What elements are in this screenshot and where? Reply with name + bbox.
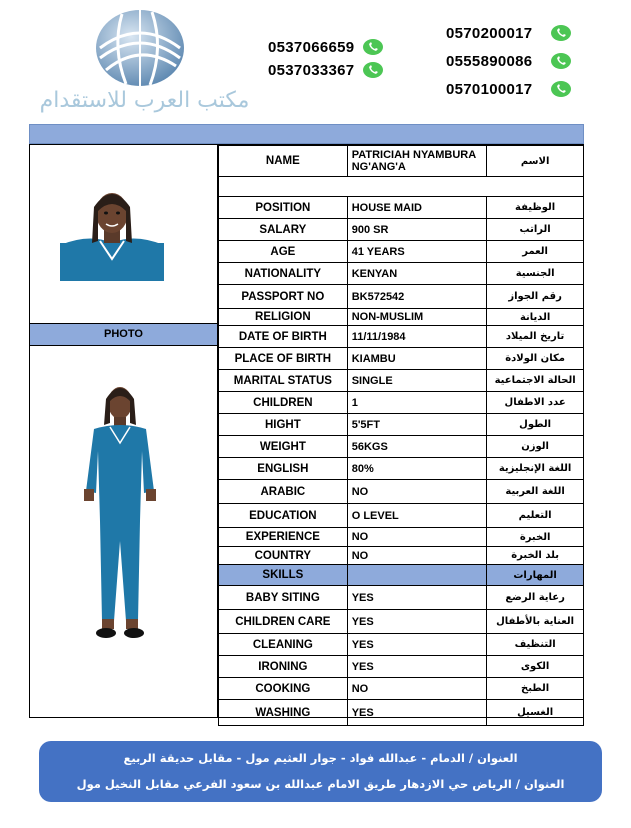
whatsapp-icon bbox=[362, 38, 384, 56]
field-value: NO bbox=[347, 480, 487, 504]
field-label: CHILDREN CARE bbox=[219, 610, 348, 634]
whatsapp-icon bbox=[362, 61, 384, 79]
table-row bbox=[219, 504, 584, 528]
field-label-arabic: الحالة الاجتماعية bbox=[487, 370, 584, 392]
field-value: NO bbox=[347, 678, 487, 700]
field-value: YES bbox=[347, 586, 487, 610]
table-row bbox=[219, 700, 584, 726]
field-label: SKILLS bbox=[219, 565, 348, 586]
field-label: COUNTRY bbox=[219, 547, 348, 565]
field-label-arabic: اللغة الإنجليزية bbox=[487, 458, 584, 480]
phone-number: 0570100017 bbox=[446, 80, 533, 98]
table-row bbox=[219, 146, 584, 177]
table-row bbox=[219, 219, 584, 241]
field-label: POSITION bbox=[219, 197, 348, 219]
field-label-arabic: تاريخ الميلاد bbox=[487, 326, 584, 348]
table-row bbox=[219, 634, 584, 656]
field-label: EXPERIENCE bbox=[219, 528, 348, 547]
table-row bbox=[219, 309, 584, 326]
field-label: PLACE OF BIRTH bbox=[219, 348, 348, 370]
field-value: YES bbox=[347, 634, 487, 656]
header-bar bbox=[29, 124, 584, 144]
address-line-dammam: العنوان / الدمام - عبدالله فواد - جوار العثيم مول - مقابل حديقة الربيع bbox=[123, 751, 518, 765]
field-value: 41 YEARS bbox=[347, 241, 487, 263]
field-label-arabic: الجنسية bbox=[487, 263, 584, 285]
table-row bbox=[219, 586, 584, 610]
field-value: HOUSE MAID bbox=[347, 197, 487, 219]
field-label-arabic: العناية بالأطفال bbox=[487, 610, 584, 634]
field-label: RELIGION bbox=[219, 309, 348, 326]
full-body-photo bbox=[70, 381, 170, 651]
phone-number: 0570200017 bbox=[446, 24, 533, 42]
field-value: O LEVEL bbox=[347, 504, 487, 528]
field-value: PATRICIAH NYAMBURA NG'ANG'A bbox=[347, 146, 487, 177]
table-row bbox=[219, 547, 584, 565]
table-row bbox=[219, 370, 584, 392]
field-value bbox=[347, 565, 487, 586]
address-footer bbox=[39, 741, 602, 802]
field-label-arabic: بلد الخبرة bbox=[487, 547, 584, 565]
agency-logo bbox=[22, 6, 267, 118]
whatsapp-icon bbox=[550, 24, 572, 42]
phone-list-right bbox=[446, 22, 572, 106]
field-label: EDUCATION bbox=[219, 504, 348, 528]
field-label: WASHING bbox=[219, 700, 348, 726]
field-label-arabic: اللغة العربية bbox=[487, 480, 584, 504]
field-label-arabic: الغسيل bbox=[487, 700, 584, 726]
empty-row bbox=[219, 177, 584, 197]
field-value: YES bbox=[347, 610, 487, 634]
field-value: YES bbox=[347, 656, 487, 678]
field-label-arabic: مكان الولادة bbox=[487, 348, 584, 370]
phone-entry[interactable] bbox=[446, 78, 572, 100]
field-label: DATE OF BIRTH bbox=[219, 326, 348, 348]
field-label: NAME bbox=[219, 146, 348, 177]
field-label-arabic: المهارات bbox=[487, 565, 584, 586]
field-label-arabic: الكوى bbox=[487, 656, 584, 678]
field-label-arabic: الديانة bbox=[487, 309, 584, 326]
whatsapp-icon bbox=[550, 80, 572, 98]
photo-column bbox=[30, 145, 218, 717]
field-label-arabic: التنظيف bbox=[487, 634, 584, 656]
phone-entry[interactable] bbox=[446, 22, 572, 44]
globe-icon bbox=[92, 8, 188, 88]
table-row bbox=[219, 326, 584, 348]
cv-table bbox=[218, 145, 584, 726]
field-label-arabic: الطول bbox=[487, 414, 584, 436]
field-label-arabic: الخبرة bbox=[487, 528, 584, 547]
field-label-arabic: الاسم bbox=[487, 146, 584, 177]
phone-entry[interactable] bbox=[268, 36, 384, 58]
field-label: ARABIC bbox=[219, 480, 348, 504]
table-row bbox=[219, 414, 584, 436]
field-label: AGE bbox=[219, 241, 348, 263]
field-value: SINGLE bbox=[347, 370, 487, 392]
field-label: HIGHT bbox=[219, 414, 348, 436]
field-value: 1 bbox=[347, 392, 487, 414]
table-row bbox=[219, 678, 584, 700]
table-row bbox=[219, 241, 584, 263]
field-value: NON-MUSLIM bbox=[347, 309, 487, 326]
field-label: NATIONALITY bbox=[219, 263, 348, 285]
field-label: SALARY bbox=[219, 219, 348, 241]
field-label-arabic: رقم الجواز bbox=[487, 285, 584, 309]
field-label: COOKING bbox=[219, 678, 348, 700]
table-row bbox=[219, 480, 584, 504]
table-row bbox=[219, 197, 584, 219]
field-label: CHILDREN bbox=[219, 392, 348, 414]
field-value: 5'5FT bbox=[347, 414, 487, 436]
logo-text: مكتب العرب للاستقدام bbox=[39, 88, 250, 113]
table-row bbox=[219, 263, 584, 285]
phone-number: 0537033367 bbox=[268, 61, 355, 79]
field-value: 11/11/1984 bbox=[347, 326, 487, 348]
table-row bbox=[219, 285, 584, 309]
field-value: YES bbox=[347, 700, 487, 726]
field-label-arabic: الطبخ bbox=[487, 678, 584, 700]
field-label: MARITAL STATUS bbox=[219, 370, 348, 392]
field-label-arabic: عدد الاطفال bbox=[487, 392, 584, 414]
field-value: 900 SR bbox=[347, 219, 487, 241]
field-value: KIAMBU bbox=[347, 348, 487, 370]
phone-number: 0555890086 bbox=[446, 52, 533, 70]
phone-entry[interactable] bbox=[446, 50, 572, 72]
field-value: NO bbox=[347, 547, 487, 565]
table-row bbox=[219, 458, 584, 480]
table-row bbox=[219, 177, 584, 197]
table-row bbox=[219, 656, 584, 678]
table-row bbox=[219, 610, 584, 634]
table-row bbox=[219, 392, 584, 414]
field-label-arabic: الراتب bbox=[487, 219, 584, 241]
field-label: CLEANING bbox=[219, 634, 348, 656]
photo-label: PHOTO bbox=[30, 323, 217, 346]
phone-entry[interactable] bbox=[268, 59, 384, 81]
field-label-arabic: التعليم bbox=[487, 504, 584, 528]
field-value: 80% bbox=[347, 458, 487, 480]
portrait-photo bbox=[60, 183, 164, 283]
phone-list-center bbox=[268, 36, 384, 82]
phone-number: 0537066659 bbox=[268, 38, 355, 56]
field-label: PASSPORT NO bbox=[219, 285, 348, 309]
field-label-arabic: العمر bbox=[487, 241, 584, 263]
skills-header-row bbox=[219, 565, 584, 586]
field-label: IRONING bbox=[219, 656, 348, 678]
cv-sheet bbox=[29, 144, 584, 718]
table-row bbox=[219, 528, 584, 547]
field-label-arabic: الوظيفة bbox=[487, 197, 584, 219]
field-label: BABY SITING bbox=[219, 586, 348, 610]
field-value: NO bbox=[347, 528, 487, 547]
table-row bbox=[219, 436, 584, 458]
field-label: WEIGHT bbox=[219, 436, 348, 458]
field-label: ENGLISH bbox=[219, 458, 348, 480]
field-value: KENYAN bbox=[347, 263, 487, 285]
address-line-riyadh: العنوان / الرياض حي الازدهار طريق الامام عبدالله بن سعود الفرعي مقابل النخيل مول bbox=[76, 777, 565, 791]
field-value: 56KGS bbox=[347, 436, 487, 458]
field-label-arabic: الوزن bbox=[487, 436, 584, 458]
whatsapp-icon bbox=[550, 52, 572, 70]
field-label-arabic: رعاية الرضع bbox=[487, 586, 584, 610]
field-value: BK572542 bbox=[347, 285, 487, 309]
table-row bbox=[219, 348, 584, 370]
